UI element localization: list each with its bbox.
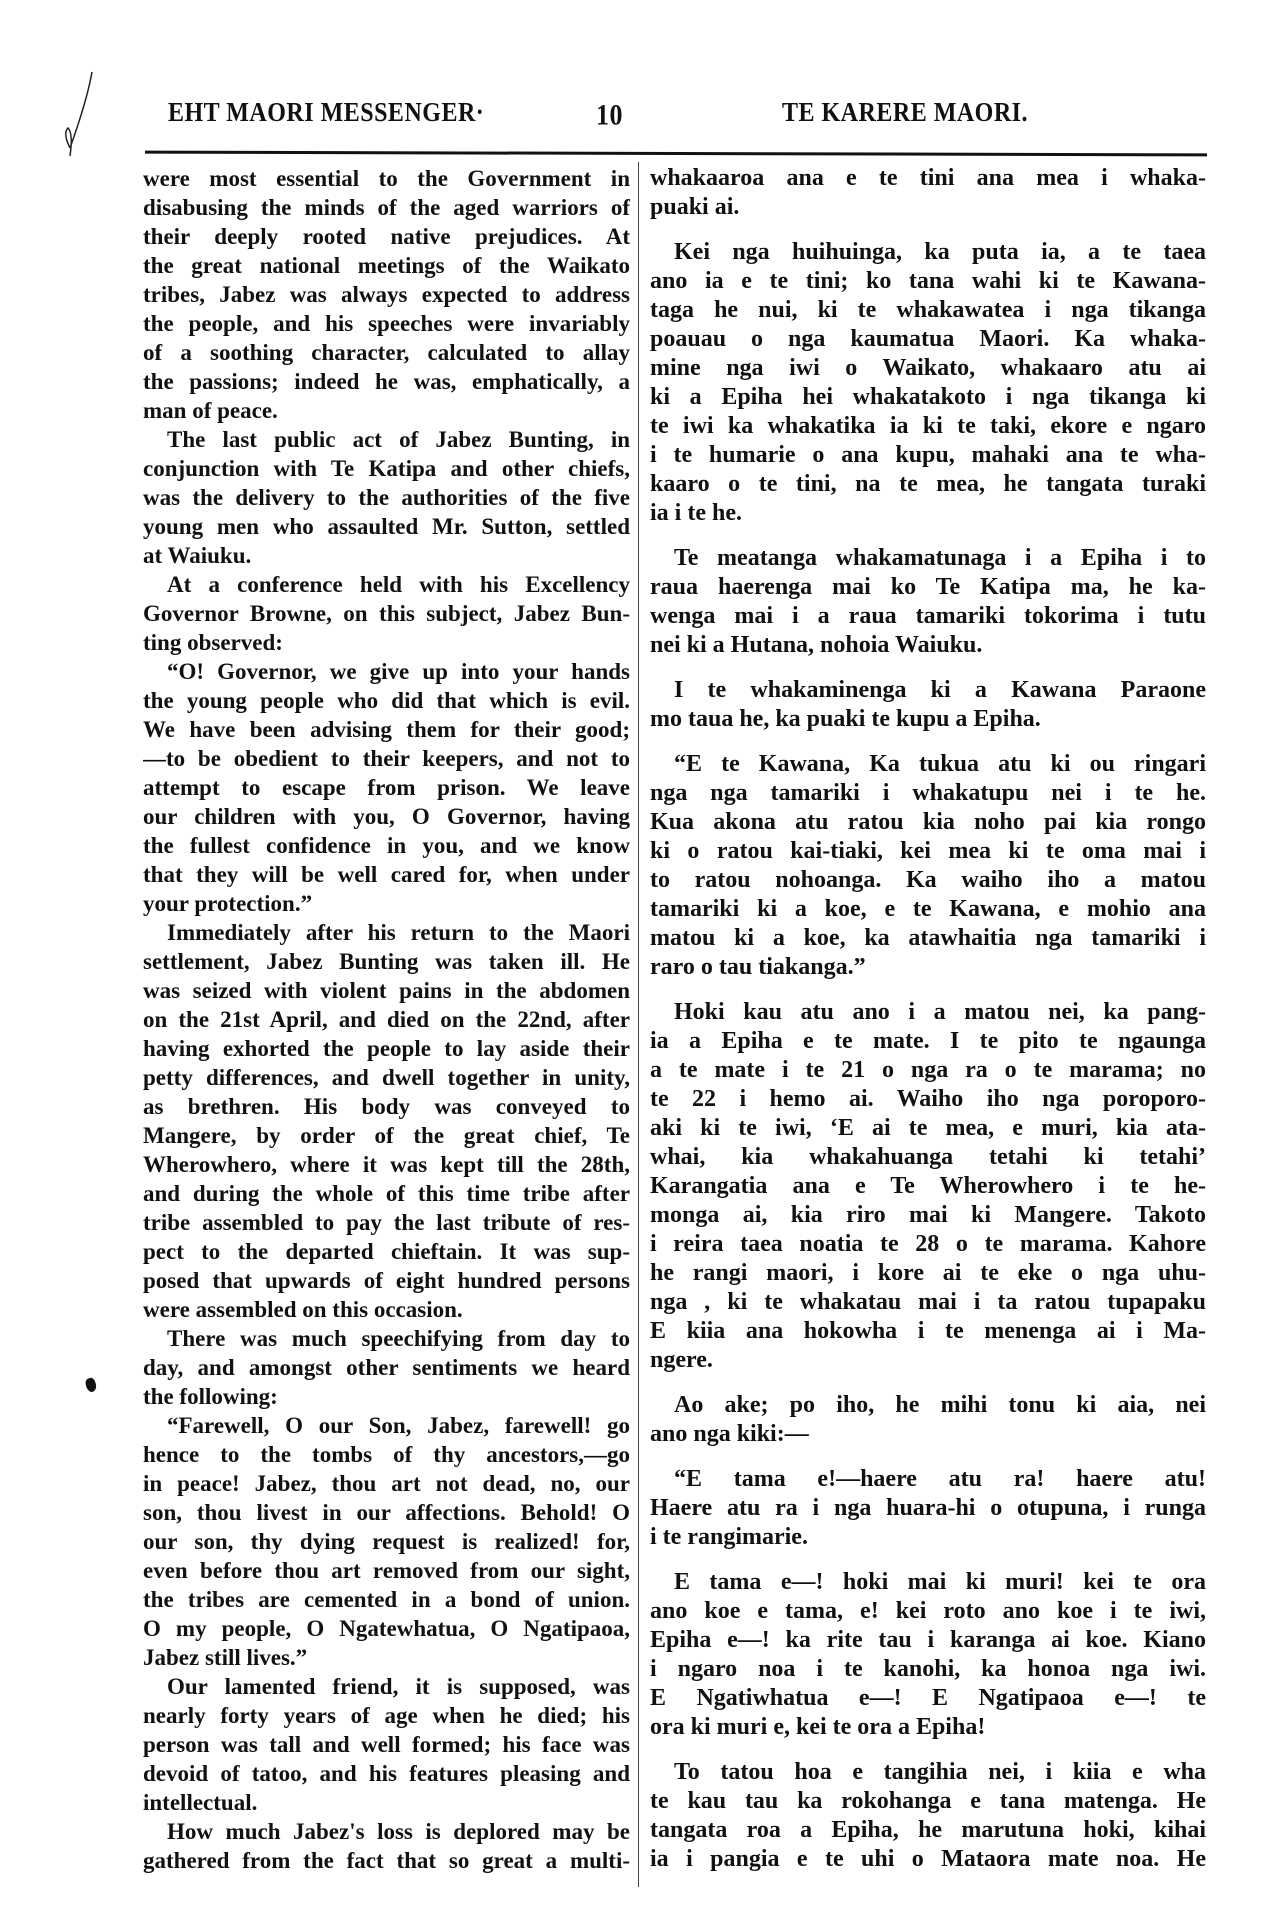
text-line: Mangere, by order of the great chief, Te (143, 1123, 630, 1148)
text-line: nei ki a Hutana, nohoia Waiuku. (650, 632, 983, 658)
text-line: “O! Governor, we give up into your hands (167, 659, 630, 684)
text-line: tribes, Jabez was always expected to address (143, 282, 630, 307)
maori-masthead-title: TE KARERE MAORI. (782, 98, 1029, 128)
text-line: i ngaro noa i te kanohi, ka honoa nga iwi. (650, 1656, 1206, 1682)
page-number: 10 (596, 98, 623, 132)
text-line: te kau tau ka rokohanga e tana matenga. He (650, 1788, 1206, 1814)
text-line: was seized with violent pains in the abdomen (143, 978, 630, 1003)
maori-column (650, 164, 1206, 1874)
header-rule (145, 151, 1207, 157)
text-line: mine nga iwi o Waikato, whakaaro atu ai (650, 355, 1206, 381)
text-line: a te mate i te 21 o nga ra o te marama; no (650, 1057, 1206, 1083)
maori-paragraph (650, 1465, 1206, 1552)
text-line: Te meatanga whakamatunaga i a Epiha i to (674, 545, 1206, 571)
text-line: ting observed: (143, 630, 283, 655)
text-line: tangata roa a Epiha, he marutuna hoki, kihai (650, 1817, 1206, 1843)
page-header (0, 98, 1280, 138)
text-line: the following: (143, 1384, 278, 1409)
text-line: to ratou nohoanga. Ka waiho iho a matou (650, 867, 1206, 893)
text-line: and during the whole of this time tribe after (143, 1181, 630, 1206)
text-line: Our lamented friend, it is supposed, was (167, 1674, 630, 1699)
text-line: The last public act of Jabez Bunting, in (167, 427, 630, 452)
text-line: tamariki ki a koe, e te Kawana, e mohio ana (650, 896, 1206, 922)
text-line: “E tama e!—haere atu ra! haere atu! (674, 1466, 1206, 1492)
text-line: whai, kia whakahuanga tetahi ki tetahi’ (650, 1144, 1206, 1170)
text-line: ano koe e tama, e! kei roto ano koe i te iwi, (650, 1598, 1206, 1624)
text-line: To tatou hoa e tangihia nei, i kiia e wha (674, 1759, 1206, 1785)
text-line: “Farewell, O our Son, Jabez, farewell! go (167, 1413, 630, 1438)
text-line: day, and amongst other sentiments we heard (143, 1355, 630, 1380)
text-line: man of peace. (143, 398, 278, 423)
text-line: Ao ake; po iho, he mihi tonu ki aia, nei (674, 1392, 1206, 1418)
text-line: settlement, Jabez Bunting was taken ill. He (143, 949, 630, 974)
maori-paragraph (650, 544, 1206, 660)
text-line: “E te Kawana, Ka tukua atu ki ou ringari (674, 751, 1206, 777)
english-paragraph (143, 570, 630, 657)
english-paragraph (143, 657, 630, 918)
text-line: wenga mai i a raua tamariki tokorima i tutu (650, 603, 1206, 629)
text-line: ia i pangia e te uhi o Mataora mate noa. He (650, 1846, 1206, 1872)
text-line: devoid of tatoo, and his features pleasing and (143, 1761, 630, 1786)
text-line: attempt to escape from prison. We leave (143, 775, 630, 800)
text-line: as brethren. His body was conveyed to (143, 1094, 630, 1119)
english-column (143, 164, 630, 1875)
text-line: tribe assembled to pay the last tribute of res- (143, 1210, 630, 1235)
text-line: the young people who did that which is evil. (143, 688, 630, 713)
text-line: our son, thy dying request is realized! for, (143, 1529, 630, 1554)
maori-paragraph (650, 1758, 1206, 1874)
text-line: i te humarie o ana kupu, mahaki ana te wha- (650, 442, 1206, 468)
text-line: in peace! Jabez, thou art not dead, no, our (143, 1471, 630, 1496)
text-line: How much Jabez's loss is deplored may be (167, 1819, 630, 1844)
maori-paragraph (650, 164, 1206, 222)
text-line: whakaaroa ana e te tini ana mea i whaka- (650, 165, 1206, 191)
text-line: ki a Epiha hei whakatakoto i nga tikanga ki (650, 384, 1206, 410)
text-line: hence to the tombs of thy ancestors,—go (143, 1442, 630, 1467)
text-line: posed that upwards of eight hundred persons (143, 1268, 630, 1293)
text-line: raua haerenga mai ko Te Katipa ma, he ka- (650, 574, 1206, 600)
text-line: There was much speechifying from day to (167, 1326, 630, 1351)
text-line: of a soothing character, calculated to allay (143, 340, 630, 365)
text-line: O my people, O Ngatewhatua, O Ngatipaoa, (143, 1616, 630, 1641)
text-line: ngere. (650, 1347, 713, 1373)
text-line: gathered from the fact that so great a multi- (143, 1848, 630, 1873)
text-line: he rangi maori, i kore ai te eke o nga uhu- (650, 1260, 1206, 1286)
maori-paragraph (650, 998, 1206, 1375)
text-line: conjunction with Te Katipa and other chiefs, (143, 456, 630, 481)
text-line: ora ki muri e, kei te ora a Epiha! (650, 1714, 986, 1740)
text-line: taga he nui, ki te whakawatea i nga tikanga (650, 297, 1206, 323)
text-line: Governor Browne, on this subject, Jabez Bun- (143, 601, 630, 626)
text-line: petty differences, and dwell together in unity, (143, 1065, 630, 1090)
column-divider (638, 162, 639, 1887)
text-line: at Waiuku. (143, 543, 252, 568)
text-line: ia i te he. (650, 500, 742, 526)
text-line: were most essential to the Government in (143, 166, 630, 191)
text-line: Kei nga huihuinga, ka puta ia, a te taea (674, 239, 1206, 265)
text-line: aki ki te iwi, ‘E ai te mea, e muri, kia ata- (650, 1115, 1206, 1141)
text-line: Hoki kau atu ano i a matou nei, ka pang- (674, 999, 1206, 1025)
english-masthead-title: EHT MAORI MESSENGER· (168, 98, 485, 128)
text-line: the great national meetings of the Waikato (143, 253, 630, 278)
text-line: the tribes are cemented in a bond of union. (143, 1587, 630, 1612)
text-line: the fullest confidence in you, and we know (143, 833, 630, 858)
text-line: that they will be well cared for, when under (143, 862, 630, 887)
text-line: ano ia e te tini; ko tana wahi ki te Kawana- (650, 268, 1206, 294)
text-line: nga nga tamariki i whakatupu nei i te he. (650, 780, 1206, 806)
text-line: te 22 i hemo ai. Waiho iho nga poroporo- (650, 1086, 1206, 1112)
text-line: intellectual. (143, 1790, 258, 1815)
text-line: i te rangimarie. (650, 1524, 808, 1550)
text-line: Kua akona atu ratou kia noho pai kia rongo (650, 809, 1206, 835)
english-paragraph (143, 425, 630, 570)
text-line: i reira taea noatia te 28 o te marama. Kahore (650, 1231, 1206, 1257)
maori-paragraph (650, 676, 1206, 734)
text-line: raro o tau tiakanga.” (650, 954, 866, 980)
text-line: son, thou livest in our affections. Behold! O (143, 1500, 630, 1525)
text-line: your protection.” (143, 891, 313, 916)
text-line: Immediately after his return to the Maori (167, 920, 630, 945)
text-line: puaki ai. (650, 194, 740, 220)
text-line: Jabez still lives.” (143, 1645, 308, 1670)
text-line: E Ngatiwhatua e—! E Ngatipaoa e—! te (650, 1685, 1206, 1711)
maori-paragraph (650, 750, 1206, 982)
text-line: E tama e—! hoki mai ki muri! kei te ora (674, 1569, 1206, 1595)
english-paragraph (143, 1672, 630, 1817)
english-paragraph (143, 1324, 630, 1411)
text-line: was the delivery to the authorities of the five (143, 485, 630, 510)
text-line: on the 21st April, and died on the 22nd, after (143, 1007, 630, 1032)
text-line: our children with you, O Governor, having (143, 804, 630, 829)
text-line: nearly forty years of age when he died; his (143, 1703, 630, 1728)
text-line: the people, and his speeches were invariably (143, 311, 630, 336)
text-line: Haere atu ra i nga huara-hi o otupuna, i runga (650, 1495, 1206, 1521)
maori-paragraph (650, 1391, 1206, 1449)
text-line: ia a Epiha e te mate. I te pito te ngaunga (650, 1028, 1206, 1054)
text-line: At a conference held with his Excellency (167, 572, 630, 597)
text-line: disabusing the minds of the aged warriors of (143, 195, 630, 220)
text-line: We have been advising them for their good; (143, 717, 630, 742)
english-paragraph (143, 1817, 630, 1875)
english-paragraph (143, 164, 630, 425)
text-line: —to be obedient to their keepers, and not to (143, 746, 630, 771)
text-line: Wherowhero, where it was kept till the 28th, (143, 1152, 630, 1177)
text-line: pect to the departed chieftain. It was sup- (143, 1239, 630, 1264)
english-paragraph (143, 1411, 630, 1672)
text-line: their deeply rooted native prejudices. At (143, 224, 630, 249)
text-line: I te whakaminenga ki a Kawana Paraone (674, 677, 1206, 703)
text-line: the passions; indeed he was, emphatically, a (143, 369, 630, 394)
text-line: having exhorted the people to lay aside their (143, 1036, 630, 1061)
text-line: ki o ratou kai-tiaki, kei mea ki te oma mai i (650, 838, 1206, 864)
text-line: young men who assaulted Mr. Sutton, settled (143, 514, 630, 539)
text-line: Epiha e—! ka rite tau i karanga ai koe. Kiano (650, 1627, 1206, 1653)
text-line: poauau o nga kaumatua Maori. Ka whaka- (650, 326, 1206, 352)
text-line: matou ki a koe, ka atawhaitia nga tamariki i (650, 925, 1206, 951)
text-line: nga , ki te whakatau mai i ta ratou tupapaku (650, 1289, 1206, 1315)
text-line: even before thou art removed from our sight, (143, 1558, 630, 1583)
text-line: mo taua he, ka puaki te kupu a Epiha. (650, 706, 1041, 732)
maori-paragraph (650, 238, 1206, 528)
english-paragraph (143, 918, 630, 1324)
text-line: ano nga kiki:— (650, 1421, 809, 1447)
text-line: E kiia ana hokowha i te menenga ai i Ma- (650, 1318, 1206, 1344)
text-line: were assembled on this occasion. (143, 1297, 463, 1322)
ink-blot-mark (84, 1377, 98, 1394)
maori-paragraph (650, 1568, 1206, 1742)
text-line: kaaro o te tini, na te mea, he tangata turaki (650, 471, 1206, 497)
text-line: person was tall and well formed; his face was (143, 1732, 630, 1757)
text-line: Karangatia ana e Te Wherowhero i te he- (650, 1173, 1206, 1199)
text-line: te iwi ka whakatika ia ki te taki, ekore e ngaro (650, 413, 1206, 439)
text-line: monga ai, kia riro mai ki Mangere. Takoto (650, 1202, 1206, 1228)
